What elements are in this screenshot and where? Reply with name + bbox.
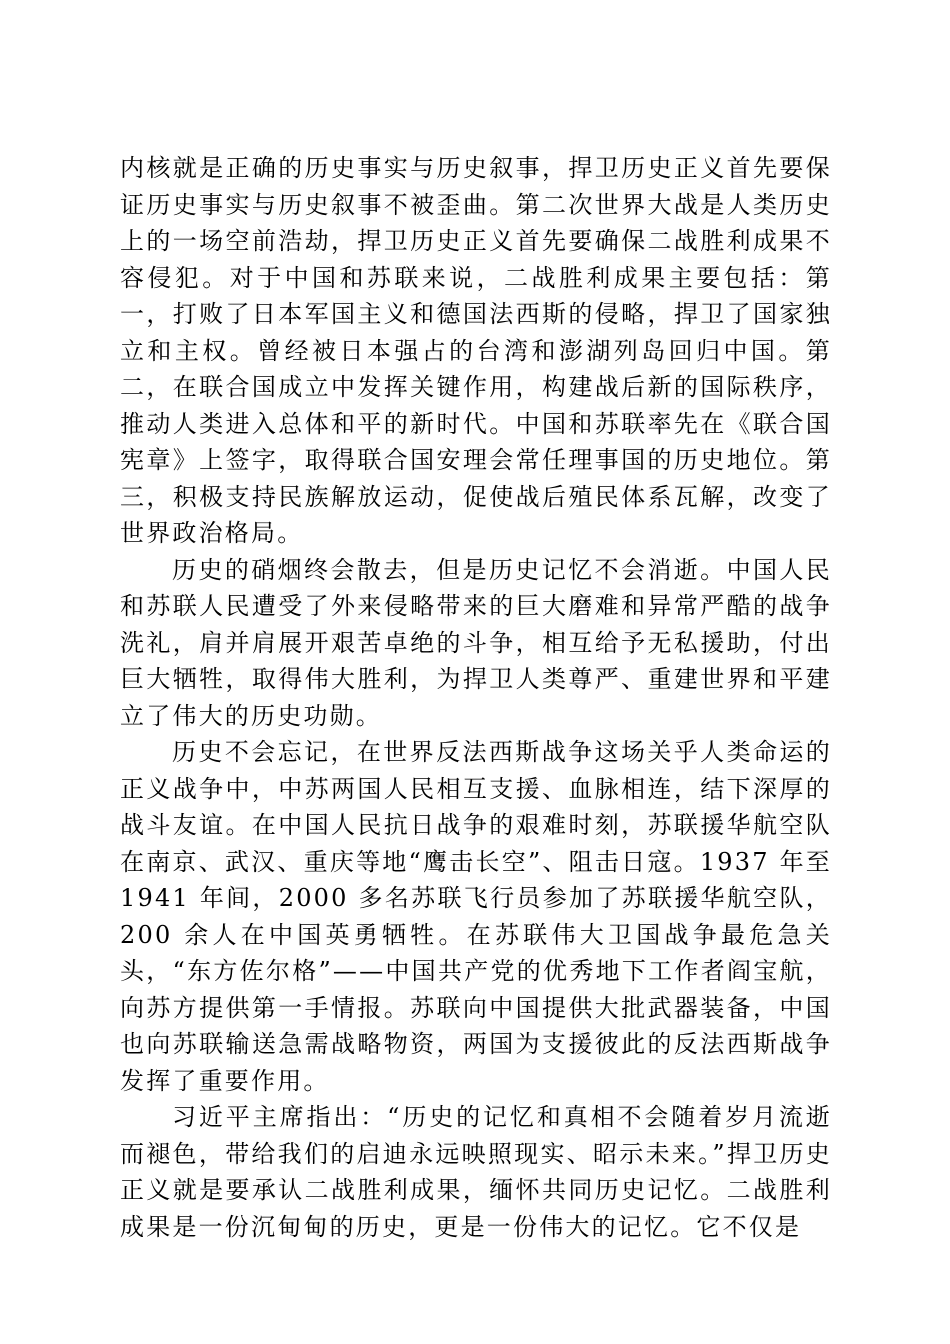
- article-body: [120, 150, 832, 1245]
- paragraph-4: 习近平主席指出：“历史的记忆和真相不会随着岁月流逝而褪色，带给我们的启迪永远映照现实、昭示未来。”捍卫历史正义就是要承认二战胜利成果，缅怀共同历史记忆。二战胜利成果是一份沉甸甸的历史，更是一份伟大的记忆。它不仅是: [120, 1103, 832, 1241]
- paragraph-3: 历史不会忘记，在世界反法西斯战争这场关乎人类命运的正义战争中，中苏两国人民相互支援、血脉相连，结下深厚的战斗友谊。在中国人民抗日战争的艰难时刻，苏联援华航空队在南京、武汉、重庆等地“鹰击长空”、阻击日寇。1937 年至 1941 年间，2000 多名苏联飞行员参加了苏联援华航空队，200 余人在中国英勇牺牲。在苏联伟大卫国战争最危急关头，“东方佐尔格”——中国共产党的优秀地下工作者阎宝航，向苏方提供第一手情报。苏联向中国提供大批武器装备，中国也向苏联输送急需战略物资，两国为支援彼此的反法西斯战争发挥了重要作用。: [120, 738, 832, 1095]
- paragraph-2: 历史的硝烟终会散去，但是历史记忆不会消逝。中国人民和苏联人民遭受了外来侵略带来的巨大磨难和异常严酷的战争洗礼，肩并肩展开艰苦卓绝的斗争，相互给予无私援助，付出巨大牺牲，取得伟大胜利，为捍卫人类尊严、重建世界和平建立了伟大的历史功勋。: [120, 555, 832, 730]
- paragraph-1: 内核就是正确的历史事实与历史叙事，捍卫历史正义首先要保证历史事实与历史叙事不被歪曲。第二次世界大战是人类历史上的一场空前浩劫，捍卫历史正义首先要确保二战胜利成果不容侵犯。对于中国和苏联来说，二战胜利成果主要包括：第一，打败了日本军国主义和德国法西斯的侵略，捍卫了国家独立和主权。曾经被日本强占的台湾和澎湖列岛回归中国。第二，在联合国成立中发挥关键作用，构建战后新的国际秩序，推动人类进入总体和平的新时代。中国和苏联率先在《联合国宪章》上签字，取得联合国安理会常任理事国的历史地位。第三，积极支持民族解放运动，促使战后殖民体系瓦解，改变了世界政治格局。: [120, 154, 832, 547]
